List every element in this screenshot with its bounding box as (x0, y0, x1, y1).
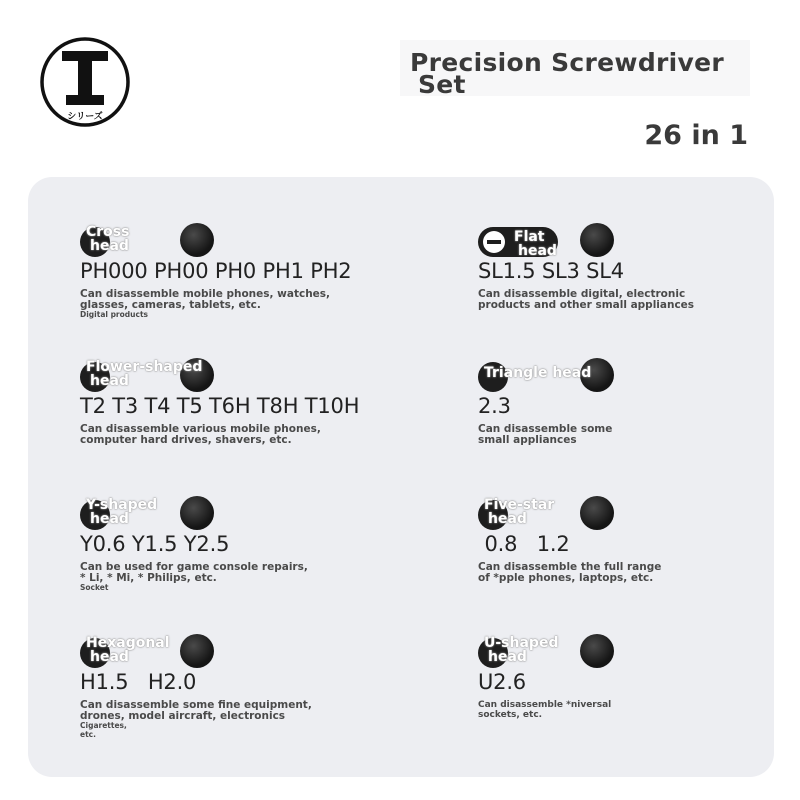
bit-type-label: Cross head (86, 224, 130, 254)
bit-sizes: T2 T3 T4 T5 T6H T8H T10H (80, 394, 360, 418)
bit-type-label: Flat head (514, 229, 557, 259)
bit-description: Can disassemble digital, electronic products and other small appliances (478, 288, 695, 311)
t-series-logo-icon (40, 37, 130, 127)
bit-type-label: Five-star head (484, 497, 555, 527)
piece-count: 26 in 1 (644, 120, 748, 151)
bit-item-five-star-head (478, 496, 800, 584)
bit-item-cross-head (80, 223, 420, 320)
bit-type-label: U-shaped head (484, 635, 559, 665)
bit-type-label: Y-shaped head (86, 497, 158, 527)
bit-description: Can be used for game console repairs, * Li, * Mi, * Philips, etc. (80, 561, 308, 584)
bit-sizes: U2.6 (478, 670, 526, 694)
bit-note: Socket (80, 583, 109, 592)
bit-type-label: Flower-shaped head (86, 359, 203, 389)
bit-end-icon (580, 223, 614, 257)
bit-description: Can disassemble *niversal sockets, etc. (478, 700, 612, 720)
bit-description: Can disassemble mobile phones, watches, glasses, cameras, tablets, etc. (80, 288, 331, 311)
bit-sizes: SL1.5 SL3 SL4 (478, 259, 624, 283)
bit-sizes: 0.8 1.2 (478, 532, 570, 556)
bit-note: Digital products (80, 310, 148, 319)
bit-item-y-shaped-head (80, 496, 420, 593)
bit-note: Cigarettes, etc. (80, 721, 127, 739)
bit-description: Can disassemble some fine equipment, drones, model aircraft, electronics (80, 699, 312, 722)
bit-item-flat-head (478, 223, 800, 311)
bit-item-hexagonal-head (80, 634, 420, 739)
title-line-2: Set (418, 70, 466, 99)
bit-sizes: PH000 PH00 PH0 PH1 PH2 (80, 259, 352, 283)
bit-sizes: 2.3 (478, 394, 511, 418)
bit-description: Can disassemble the full range of *pple phones, laptops, etc. (478, 561, 662, 584)
page-title (410, 48, 760, 99)
bit-type-label: Hexagonal head (86, 635, 170, 665)
bit-sizes: Y0.6 Y1.5 Y2.5 (80, 532, 230, 556)
bit-description: Can disassemble some small appliances (478, 423, 613, 446)
bit-sizes: H1.5 H2.0 (80, 670, 197, 694)
bit-description: Can disassemble various mobile phones, computer hard drives, shavers, etc. (80, 423, 321, 446)
bit-item-flower-shaped-head (80, 358, 420, 446)
bit-item-triangle-head (478, 358, 800, 446)
bit-item-u-shaped-head (478, 634, 800, 720)
bit-type-label: Triangle head (484, 365, 592, 381)
logo-caption: シリーズ (67, 112, 103, 122)
title-line-1: Precision Screwdriver (410, 48, 725, 77)
